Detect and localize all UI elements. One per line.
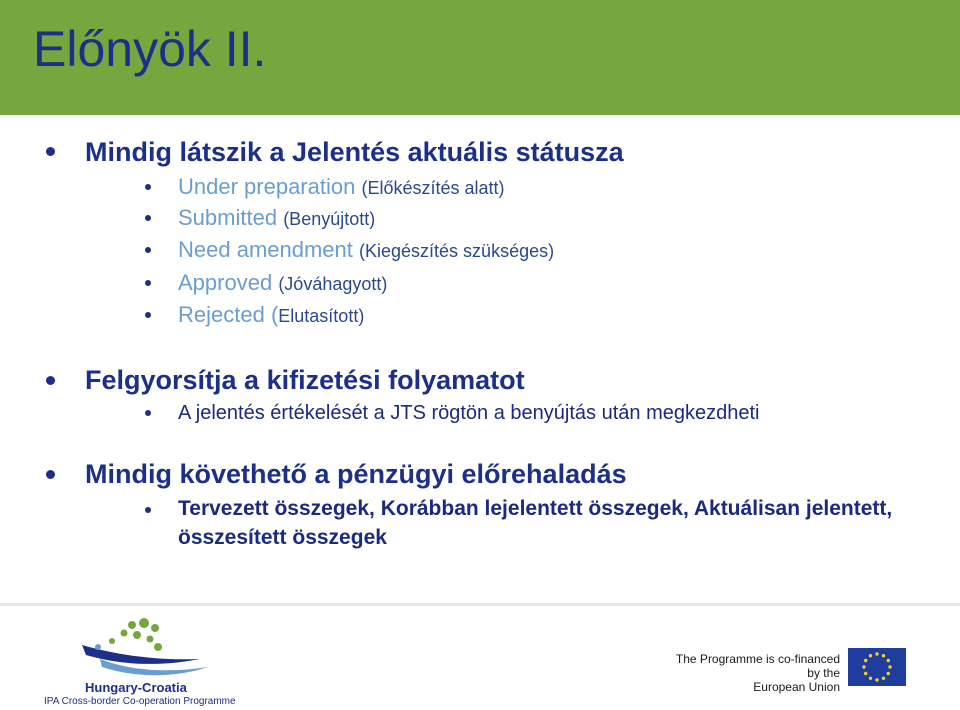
status-note: Elutasított) bbox=[278, 306, 365, 326]
section-heading-payment: Felgyorsítja a kifizetési folyamatot bbox=[85, 365, 525, 395]
section-heading-financial: Mindig követhető a pénzügyi előrehaladás bbox=[85, 459, 627, 489]
status-label: Rejected ( bbox=[178, 302, 279, 327]
bullet-dot bbox=[46, 147, 55, 156]
status-note: (Benyújtott) bbox=[283, 209, 376, 229]
status-item-approved bbox=[178, 269, 387, 298]
status-item-need-amendment bbox=[178, 236, 554, 265]
sub-bullet-dot bbox=[145, 410, 151, 416]
footer-divider bbox=[0, 603, 960, 606]
cofinance-text bbox=[660, 652, 840, 694]
cofinance-line-1: The Programme is co-financed by the bbox=[675, 652, 840, 680]
sub-bullet-dot bbox=[145, 247, 151, 253]
status-label: Need amendment bbox=[178, 237, 353, 262]
sub-bullet-dot bbox=[145, 184, 151, 190]
programme-subtitle: IPA Cross-border Co-operation Programme bbox=[44, 696, 236, 707]
cofinance-line-2: European Union bbox=[753, 680, 840, 694]
status-label: Under preparation bbox=[178, 174, 356, 199]
bullet-dot bbox=[46, 376, 55, 385]
sub-bullet-dot bbox=[145, 215, 151, 221]
status-item-rejected bbox=[178, 301, 364, 330]
programme-name: Hungary-Croatia bbox=[85, 680, 187, 695]
financial-detail: Tervezett összegek, Korábban lejelentett összegek, Aktuálisan jelentett, összesített összegek bbox=[178, 497, 893, 549]
section-heading-status: Mindig látszik a Jelentés aktuális státusza bbox=[85, 137, 624, 167]
status-label: Submitted bbox=[178, 205, 278, 230]
status-label: Approved bbox=[178, 270, 273, 295]
sub-bullet-dot bbox=[145, 507, 151, 513]
status-item-submitted bbox=[178, 204, 375, 233]
status-note: (Előkészítés alatt) bbox=[361, 178, 505, 198]
sub-bullet-dot bbox=[145, 312, 151, 318]
sub-bullet-dot bbox=[145, 280, 151, 286]
slide-title: Előnyök II. bbox=[33, 21, 267, 77]
status-note: (Kiegészítés szükséges) bbox=[359, 241, 555, 261]
eu-flag-icon bbox=[848, 648, 906, 686]
status-item-under-preparation bbox=[178, 173, 505, 202]
header-bar bbox=[0, 0, 960, 115]
status-note: (Jóváhagyott) bbox=[278, 274, 388, 294]
bullet-dot bbox=[46, 470, 55, 479]
payment-detail: A jelentés értékelését a JTS rögtön a benyújtás után megkezdheti bbox=[178, 402, 760, 424]
